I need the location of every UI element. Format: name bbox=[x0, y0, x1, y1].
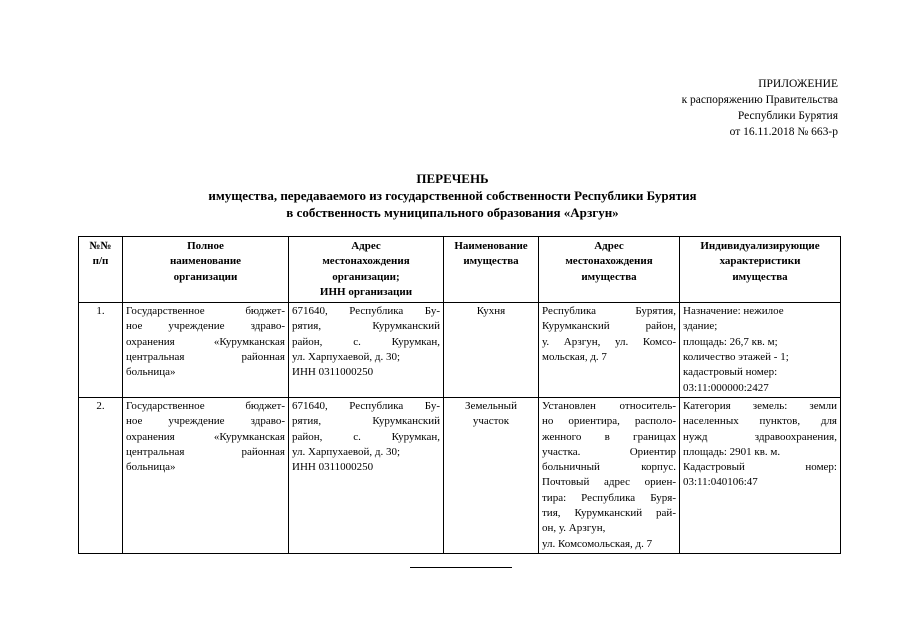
table-row bbox=[79, 303, 841, 398]
appendix-line: Республики Бурятия bbox=[737, 110, 838, 122]
organization-address: 671640, Республика Бу- рятия, Курумканский район, с. Курумкан, ул. Харпухаевой, д. 30; ИНН 0311000250 bbox=[289, 397, 444, 553]
title-line-1: имущества, передаваемого из государственной собственности Республики Бурятия bbox=[208, 188, 697, 203]
header-property-address: Адрес местонахождения имущества bbox=[539, 237, 680, 303]
property-address: Республика Бурятия, Курумканский район, у. Арзгун, ул. Комсо- мольская, д. 7 bbox=[539, 303, 680, 398]
document-title bbox=[0, 170, 905, 221]
appendix-line: от 16.11.2018 № 663-р bbox=[729, 126, 838, 138]
row-number: 2. bbox=[79, 397, 123, 553]
header-organization: Полное наименование организации bbox=[123, 237, 289, 303]
property-name: Земельный участок bbox=[444, 397, 539, 553]
property-characteristics: Назначение: нежилое здание; площадь: 26,7 кв. м; количество этажей - 1; кадастровый номер: 03:11:000000:2427 bbox=[680, 303, 841, 398]
organization-address: 671640, Республика Бу- рятия, Курумканский район, с. Курумкан, ул. Харпухаевой, д. 30; ИНН 0311000250 bbox=[289, 303, 444, 398]
footer-divider bbox=[410, 567, 512, 568]
row-number: 1. bbox=[79, 303, 123, 398]
property-address: Установлен относитель- но ориентира, располо- женного в границах участка. Ориентир больничный корпус. Почтовый адрес ориен- тира: Республика Буря- тия, Курумканский рай- он, у. Арзгун, ул. Комсомольская, д. 7 bbox=[539, 397, 680, 553]
table-row bbox=[79, 397, 841, 553]
table-header-row bbox=[79, 237, 841, 303]
header-organization-address: Адрес местонахождения организации; ИНН организации bbox=[289, 237, 444, 303]
title-line-2: в собственность муниципального образования «Арзгун» bbox=[286, 205, 619, 220]
header-property-name: Наименование имущества bbox=[444, 237, 539, 303]
appendix-block bbox=[682, 76, 838, 140]
header-characteristics: Индивидуализирующие характеристики имущества bbox=[680, 237, 841, 303]
property-name: Кухня bbox=[444, 303, 539, 398]
header-number: №№ п/п bbox=[79, 237, 123, 303]
property-characteristics: Категория земель: земли населенных пунктов, для нужд здравоохранения, площадь: 2901 кв. м. Кадастровый номер: 03:11:040106:47 bbox=[680, 397, 841, 553]
appendix-line: ПРИЛОЖЕНИЕ bbox=[758, 78, 838, 90]
organization-name: Государственное бюджет- ное учреждение здраво- охранения «Курумканская центральная районная больница» bbox=[123, 397, 289, 553]
appendix-line: к распоряжению Правительства bbox=[681, 94, 838, 106]
property-table bbox=[78, 236, 841, 554]
title-heading: ПЕРЕЧЕНЬ bbox=[416, 171, 489, 186]
organization-name: Государственное бюджет- ное учреждение здраво- охранения «Курумканская центральная районная больница» bbox=[123, 303, 289, 398]
